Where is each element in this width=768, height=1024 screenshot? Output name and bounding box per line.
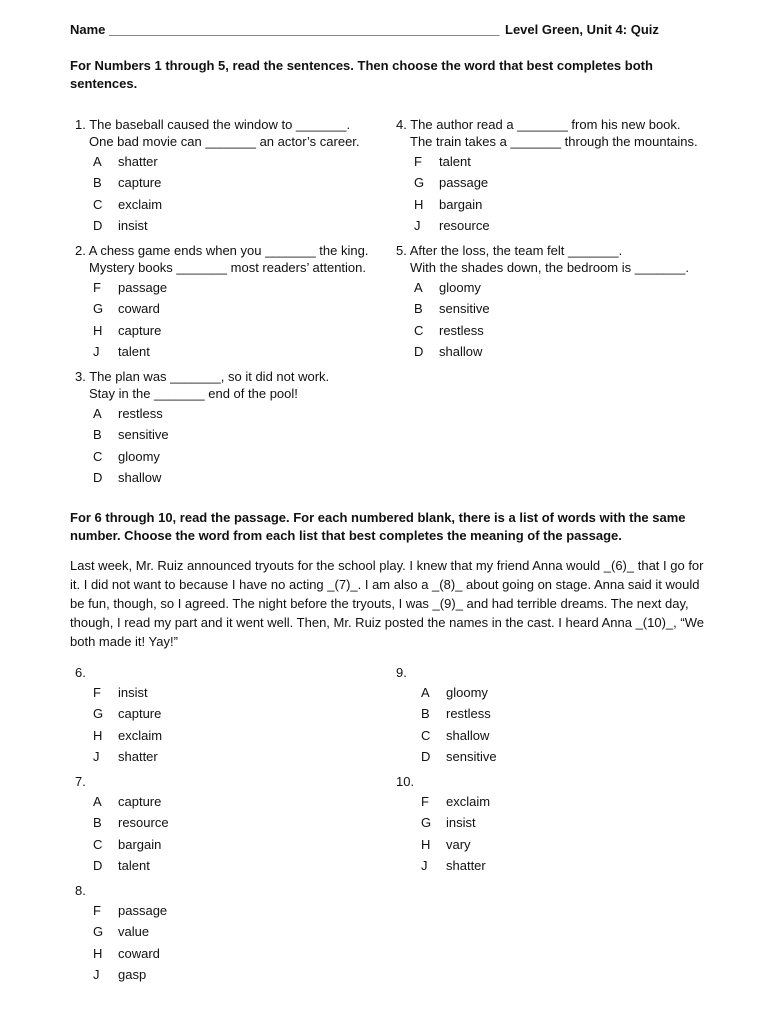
option-letter: J bbox=[93, 748, 100, 764]
option-word: restless bbox=[118, 406, 163, 421]
answer-option[interactable] bbox=[75, 277, 368, 298]
answer-option[interactable] bbox=[75, 467, 329, 488]
question-1 bbox=[75, 116, 360, 236]
question-3-sentence-2: Stay in the _______ end of the pool! bbox=[89, 386, 298, 401]
option-word: gloomy bbox=[118, 448, 160, 464]
question-1-sentence-2: One bad movie can _______ an actor’s career. bbox=[89, 134, 360, 149]
answer-option[interactable] bbox=[75, 964, 167, 985]
option-word: capture bbox=[118, 175, 162, 191]
option-word: shatter bbox=[118, 154, 158, 169]
question-8 bbox=[75, 882, 167, 985]
option-word: vary bbox=[446, 836, 471, 852]
answer-option[interactable] bbox=[75, 320, 368, 341]
option-letter: G bbox=[93, 301, 104, 317]
question-number: 9. bbox=[396, 665, 407, 680]
option-letter: A bbox=[414, 280, 423, 295]
question-5-sentence-1 bbox=[396, 242, 689, 259]
option-letter: A bbox=[421, 685, 430, 700]
answer-option[interactable] bbox=[75, 172, 360, 193]
question-text: The plan was _______, so it did not work. bbox=[89, 369, 330, 384]
answer-option[interactable] bbox=[396, 682, 497, 703]
option-letter: F bbox=[421, 794, 429, 809]
question-6 bbox=[75, 664, 162, 767]
option-word: shatter bbox=[446, 857, 486, 873]
answer-option[interactable] bbox=[75, 341, 368, 362]
option-word: resource bbox=[439, 217, 490, 233]
option-word: exclaim bbox=[118, 727, 163, 743]
option-letter: H bbox=[421, 836, 431, 852]
option-letter: G bbox=[414, 175, 425, 191]
answer-option[interactable] bbox=[396, 298, 689, 319]
answer-option[interactable] bbox=[396, 151, 698, 172]
answer-option[interactable] bbox=[75, 943, 167, 964]
answer-option[interactable] bbox=[75, 446, 329, 467]
question-2-sentence-1 bbox=[75, 242, 368, 259]
option-letter: F bbox=[93, 903, 101, 918]
option-letter: D bbox=[93, 857, 103, 873]
option-letter: G bbox=[421, 815, 432, 831]
answer-option[interactable] bbox=[75, 215, 360, 236]
option-word: talent bbox=[118, 857, 150, 873]
question-5-sentence-2: With the shades down, the bedroom is _______. bbox=[410, 260, 689, 275]
answer-option[interactable] bbox=[396, 172, 698, 193]
option-letter: B bbox=[414, 301, 423, 317]
option-letter: F bbox=[93, 685, 101, 700]
answer-option[interactable] bbox=[75, 194, 360, 215]
answer-option[interactable] bbox=[75, 725, 162, 746]
answer-option[interactable] bbox=[75, 298, 368, 319]
option-letter: H bbox=[93, 945, 103, 961]
answer-option[interactable] bbox=[75, 403, 329, 424]
option-word: restless bbox=[439, 322, 484, 338]
question-number: 4. bbox=[396, 117, 407, 132]
question-text: The author read a _______ from his new book. bbox=[410, 117, 681, 132]
option-word: shatter bbox=[118, 748, 158, 764]
question-4-sentence-1 bbox=[396, 116, 698, 133]
option-letter: G bbox=[93, 706, 104, 722]
option-word: sensitive bbox=[439, 301, 490, 317]
option-word: sensitive bbox=[118, 427, 169, 443]
option-letter: D bbox=[93, 217, 103, 233]
answer-option[interactable] bbox=[396, 703, 497, 724]
option-letter: B bbox=[93, 427, 102, 443]
answer-option[interactable] bbox=[396, 215, 698, 236]
answer-option[interactable] bbox=[396, 341, 689, 362]
instructions-part2: For 6 through 10, read the passage. For each numbered blank, there is a list of words with the same number. Choose the word from each list that best completes the meaning of the passage. bbox=[70, 510, 686, 543]
answer-option[interactable] bbox=[75, 703, 162, 724]
option-word: passage bbox=[118, 280, 168, 295]
question-text: The baseball caused the window to _______. bbox=[89, 117, 351, 132]
option-word: talent bbox=[439, 154, 471, 169]
option-word: shallow bbox=[446, 727, 490, 743]
option-word: bargain bbox=[439, 196, 483, 212]
question-7 bbox=[75, 773, 169, 876]
answer-option[interactable] bbox=[396, 725, 497, 746]
option-word: insist bbox=[118, 217, 148, 233]
option-letter: H bbox=[414, 196, 424, 212]
option-word: exclaim bbox=[446, 794, 491, 809]
question-number: 5. bbox=[396, 243, 407, 258]
answer-option[interactable] bbox=[75, 151, 360, 172]
option-word: bargain bbox=[118, 836, 162, 852]
option-word: coward bbox=[118, 945, 160, 961]
answer-option[interactable] bbox=[75, 812, 169, 833]
question-text: A chess game ends when you _______ the king. bbox=[88, 243, 369, 258]
option-letter: A bbox=[93, 406, 102, 421]
option-word: gasp bbox=[118, 966, 147, 982]
option-word: insist bbox=[446, 815, 476, 831]
option-letter: D bbox=[421, 748, 431, 764]
option-word: shallow bbox=[118, 469, 162, 485]
option-letter: B bbox=[93, 175, 102, 191]
answer-option[interactable] bbox=[396, 320, 689, 341]
question-number: 10. bbox=[396, 774, 415, 789]
question-number: 1. bbox=[75, 117, 86, 132]
question-number: 7. bbox=[75, 774, 86, 789]
option-word: resource bbox=[118, 815, 169, 831]
answer-option[interactable] bbox=[396, 834, 490, 855]
option-word: sensitive bbox=[446, 748, 497, 764]
question-text: After the loss, the team felt _______. bbox=[409, 243, 623, 258]
option-letter: F bbox=[93, 280, 101, 295]
option-letter: J bbox=[93, 343, 100, 359]
question-3-sentence-1 bbox=[75, 368, 329, 385]
option-word: coward bbox=[118, 301, 160, 317]
option-letter: D bbox=[414, 343, 424, 359]
question-number: 3. bbox=[75, 369, 86, 384]
option-letter: H bbox=[93, 322, 103, 338]
option-letter: B bbox=[421, 706, 430, 722]
question-5 bbox=[396, 242, 689, 362]
question-number: 2. bbox=[75, 243, 86, 258]
option-word: gloomy bbox=[446, 685, 488, 700]
answer-option[interactable] bbox=[75, 424, 329, 445]
question-number: 6. bbox=[75, 665, 86, 680]
option-letter: C bbox=[93, 836, 103, 852]
option-letter: J bbox=[421, 857, 428, 873]
option-word: insist bbox=[118, 685, 148, 700]
option-word: value bbox=[118, 924, 150, 940]
option-letter: C bbox=[414, 322, 424, 338]
option-word: capture bbox=[118, 794, 162, 809]
option-word: capture bbox=[118, 322, 162, 338]
option-word: restless bbox=[446, 706, 491, 722]
question-1-sentence-1 bbox=[75, 116, 360, 133]
option-letter: B bbox=[93, 815, 102, 831]
option-letter: A bbox=[93, 794, 102, 809]
option-word: exclaim bbox=[118, 196, 163, 212]
answer-option[interactable] bbox=[75, 834, 169, 855]
question-2 bbox=[75, 242, 368, 362]
option-word: passage bbox=[118, 903, 168, 918]
answer-option[interactable] bbox=[396, 277, 689, 298]
question-4 bbox=[396, 116, 698, 236]
option-word: gloomy bbox=[439, 280, 481, 295]
answer-option[interactable] bbox=[75, 855, 169, 876]
answer-option[interactable] bbox=[396, 746, 497, 767]
answer-option[interactable] bbox=[75, 921, 167, 942]
option-letter: D bbox=[93, 469, 103, 485]
question-number: 8. bbox=[75, 883, 86, 898]
question-3 bbox=[75, 368, 329, 488]
answer-option[interactable] bbox=[396, 812, 490, 833]
answer-option[interactable] bbox=[75, 746, 162, 767]
quiz-title: Level Green, Unit 4: Quiz bbox=[505, 22, 659, 37]
option-letter: C bbox=[421, 727, 431, 743]
option-word: talent bbox=[118, 343, 150, 359]
name-line: Name ______________________________________________________ bbox=[70, 22, 500, 37]
option-word: passage bbox=[439, 175, 489, 191]
option-letter: C bbox=[93, 196, 103, 212]
question-10 bbox=[396, 773, 490, 876]
answer-option[interactable] bbox=[396, 855, 490, 876]
option-letter: J bbox=[414, 217, 421, 233]
reading-passage: Last week, Mr. Ruiz announced tryouts for the school play. I knew that my friend Anna would _(6)_ that I go for it. I did not want to because I have no acting _(7)_. I am also a _(8)_ about going on stage. Anna said it would be fun, though, so I agreed. The night before the tryouts, I was _(9)_ and had terrible dreams. The next day, though, I read my part and it went well. Then, Mr. Ruiz posted the names in the cast. I heard Anna _(10)_, “We both made it! Yay!” bbox=[70, 558, 704, 649]
option-letter: F bbox=[414, 154, 422, 169]
option-word: shallow bbox=[439, 343, 483, 359]
instructions-part1: For Numbers 1 through 5, read the sentences. Then choose the word that best completes both sentences. bbox=[70, 58, 653, 91]
answer-option[interactable] bbox=[75, 900, 167, 921]
answer-option[interactable] bbox=[396, 194, 698, 215]
option-letter: A bbox=[93, 154, 102, 169]
option-letter: J bbox=[93, 966, 100, 982]
option-letter: H bbox=[93, 727, 103, 743]
question-4-sentence-2: The train takes a _______ through the mountains. bbox=[410, 134, 698, 149]
question-2-sentence-2: Mystery books _______ most readers’ attention. bbox=[89, 260, 366, 275]
option-word: capture bbox=[118, 706, 162, 722]
answer-option[interactable] bbox=[75, 791, 169, 812]
question-9 bbox=[396, 664, 497, 767]
option-letter: C bbox=[93, 448, 103, 464]
answer-option[interactable] bbox=[396, 791, 490, 812]
answer-option[interactable] bbox=[75, 682, 162, 703]
option-letter: G bbox=[93, 924, 104, 940]
